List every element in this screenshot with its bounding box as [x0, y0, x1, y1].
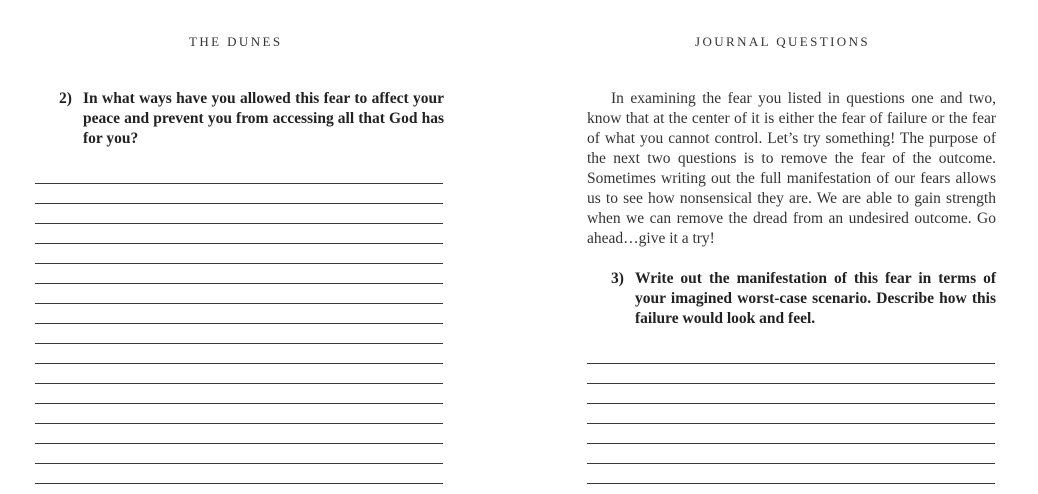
writing-lines-right[interactable] — [587, 363, 995, 494]
writing-line[interactable] — [587, 443, 995, 444]
writing-line[interactable] — [35, 243, 443, 244]
left-running-head: THE DUNES — [189, 34, 283, 49]
writing-line[interactable] — [587, 383, 995, 384]
writing-line[interactable] — [35, 403, 443, 404]
writing-line[interactable] — [35, 183, 443, 184]
question-text: In what ways have you allowed this fear to affect your peace and prevent you from accessing all that God has for you? — [83, 90, 444, 147]
right-running-head: JOURNAL QUESTIONS — [695, 34, 871, 49]
writing-line[interactable] — [587, 403, 995, 404]
writing-line[interactable] — [35, 203, 443, 204]
journal-question-2 — [59, 89, 444, 149]
question-number: 2) — [59, 90, 72, 107]
writing-line[interactable] — [35, 363, 443, 364]
writing-line[interactable] — [35, 463, 443, 464]
writing-line[interactable] — [35, 483, 443, 484]
writing-line[interactable] — [587, 483, 995, 484]
writing-line[interactable] — [35, 223, 443, 224]
question-text: Write out the manifestation of this fear in terms of your imagined worst-case scenario. Describe how this failure would look and feel. — [635, 270, 996, 327]
writing-line[interactable] — [35, 323, 443, 324]
writing-lines-left[interactable] — [35, 183, 443, 494]
writing-line[interactable] — [587, 463, 995, 464]
writing-line[interactable] — [35, 263, 443, 264]
writing-line[interactable] — [35, 283, 443, 284]
intro-paragraph: In examining the fear you listed in questions one and two, know that at the center of it is either the fear of failure or the fear of what you cannot control. Let’s try something! The purpose of the next two questions is to remove the fear of the outcome. Sometimes writing out the full manifestation of our fears allows us to see how nonsensical they are. We are able to gain strength when we can remove the dread from an undesired outcome. Go ahead…give it a try! — [587, 90, 996, 247]
writing-line[interactable] — [35, 303, 443, 304]
writing-line[interactable] — [35, 383, 443, 384]
question-number: 3) — [611, 270, 624, 287]
writing-line[interactable] — [35, 423, 443, 424]
right-page — [519, 0, 1038, 494]
journal-question-3 — [611, 269, 996, 329]
writing-line[interactable] — [587, 423, 995, 424]
writing-line[interactable] — [35, 443, 443, 444]
writing-line[interactable] — [587, 363, 995, 364]
writing-line[interactable] — [35, 343, 443, 344]
